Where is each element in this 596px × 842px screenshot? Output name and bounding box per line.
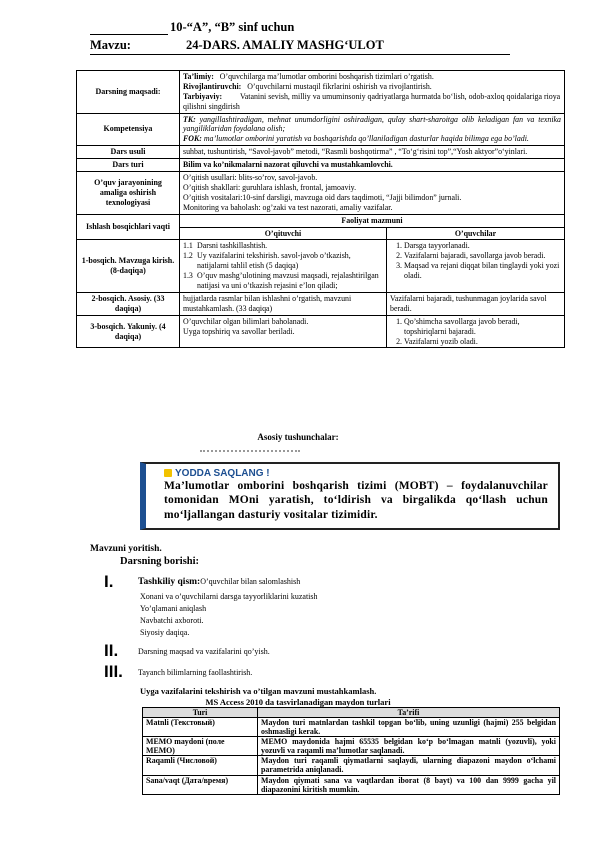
blank-line <box>90 24 168 35</box>
list-item: O’quv mashg’ulotining mavzusi maqsadi, rejalashtirilgan natijasi va uni o’tkazish rejasini e’lon qiladi; <box>197 271 379 290</box>
fok-label: FOK: <box>183 134 202 144</box>
lesson-plan-table <box>76 70 565 348</box>
table-row <box>77 159 565 172</box>
table-row <box>77 315 565 348</box>
section-1 <box>104 572 300 592</box>
stage3-student <box>387 315 565 348</box>
table-row <box>143 775 560 794</box>
item-number: 1.1 <box>183 241 193 251</box>
table-row <box>77 172 565 215</box>
table-row <box>143 756 560 775</box>
stages-label: Ishlash bosqichlari vaqti <box>77 214 180 240</box>
topic-header <box>90 38 510 55</box>
field-type-cell: Matnli (Текстовый) <box>143 718 258 737</box>
process-line: Monitoring va baholash: og’zaki va test nazorati, amaliy vazifalar. <box>183 202 393 212</box>
developmental-label: Rivojlantiruvchi: <box>183 81 242 91</box>
stage1-teacher <box>180 240 387 292</box>
section-2 <box>104 641 270 661</box>
roman-numeral: III. <box>104 662 123 681</box>
list-item: 2. Vazifalarni bajaradi, savollarga javob beradi. <box>404 251 561 261</box>
table-header-row <box>143 708 560 718</box>
stage3-label: 3-bosqich. Yakuniy. (4 daqiqa) <box>77 315 180 348</box>
list-item: Darsni tashkillashtish. <box>197 241 268 251</box>
tk-label: TK: <box>183 114 196 124</box>
field-desc-cell: Maydon turi raqamli qiymatlarni saqlaydi, ularning diapazoni maydon o‘lchami parametrida aniqlanadi. <box>258 756 560 775</box>
student-header: O’quvchilar <box>387 227 565 240</box>
process-line: O’qitish vositalari:10-sinf darsligi, mavzuga oid dars taqdimoti, “Jajji bilimdon” jurnali. <box>183 192 462 202</box>
list-item: 3. Maqsad va rejani diqqat bilan tinglaydi yoki yozi oladi. <box>404 261 561 281</box>
competency-label: Kompetensiya <box>77 113 180 146</box>
table-row <box>77 71 565 114</box>
stage2-label: 2-bosqich. Asosiy. (33 daqiqa) <box>77 292 180 315</box>
homework-heading: Uyga vazifalarini tekshirish va o’tilgan mavzuni mustahkamlash. <box>140 686 377 696</box>
callout-text: Ma’lumotlar omborini boshqarish tizimi (MOBT) – foydalanuvchilar tomonidan MOni yaratish, to‘ldirish va birgalikda qo‘llash uchun mo‘ljallangan dasturiy vositalar tizimidir. <box>164 480 548 521</box>
list-item: 1. Qo’shimcha savollarga javob beradi, topshiriqlarni bajaradi. <box>404 317 561 337</box>
upbringing-text: Vatanini sevish, milliy va umuminsoniy qadriyatlarga hurmatda bo‘lish, odob-axloq qoidalariga rioya qilishni singdirish <box>183 91 561 111</box>
list-item: Navbatchi axboroti. <box>140 616 204 625</box>
callout-title <box>164 468 548 479</box>
table-row <box>143 718 560 737</box>
stage1-label: 1-bosqich. Mavzuga kirish. (8-daqiqa) <box>77 240 180 292</box>
column-header: Ta’rifi <box>258 708 560 718</box>
educational-text: O’quvchilarga ma’lumotlar omborini boshqarish tizimlari o’rgatish. <box>219 72 434 81</box>
developmental-text: O’quvchilarni mustaqil fikrlarini oshirish va rivojlantirish. <box>247 81 432 91</box>
field-desc-cell: MEMO maydonida hajmi 65535 belgidan ko‘p bo‘lmagan matnli (yozuvli), yoki yozuvli va raqamli ma’lumotlar saqlanadi. <box>258 737 560 756</box>
process-label: O’quv jarayonining amaliga oshirish texnologiyasi <box>77 172 180 215</box>
section-3 <box>104 662 252 682</box>
stage2-teacher: hujjatlarda rasmlar bilan ishlashni o’rgatish, mavzuni mustahkamlash. (33 daqiqa) <box>180 292 387 315</box>
type-label: Dars turi <box>77 159 180 172</box>
list-item: Yo’qlamani aniqlash <box>140 604 207 613</box>
goals-label: Darsning maqsadi: <box>77 71 180 114</box>
tk-text: yangillashtiradigan, mehnat unumdorligini oshiradigan, qulay shart-sharoitga olib keladigan fan va texnika yangiliklaridan foydalana olish; <box>183 114 561 134</box>
process-line: O’qitish shakllari: guruhlara ishlash, frontal, jamoaviy. <box>183 183 357 192</box>
field-types-table <box>142 707 560 795</box>
table-row <box>77 113 565 146</box>
activity-header: Faoliyat mazmuni <box>180 214 565 227</box>
method-label: Dars usuli <box>77 146 180 159</box>
competency-cell <box>180 113 565 146</box>
upbringing-label: Tarbiyaviy: <box>183 91 223 101</box>
lesson-course-heading: Darsning borishi: <box>120 556 200 567</box>
remember-callout <box>140 462 560 530</box>
section-text: Darsning maqsad va vazifalarini qo’yish. <box>138 646 270 656</box>
list-item: 2. Vazifalarni yozib oladi. <box>404 337 561 347</box>
field-desc-cell: Maydon qiymati sana va vaqtlardan iborat (8 bayt) va 100 dan 9999 gacha yil diapazonini kiritish mumkin. <box>258 775 560 794</box>
list-item: Uyga topshiriq va savollar beriladi. <box>183 326 295 336</box>
field-type-cell: Raqamli (Числовой) <box>143 756 258 775</box>
stage1-student <box>387 240 565 292</box>
list-item: Siyosiy daqiqa. <box>140 628 190 637</box>
list-item: O’quvchilar olgan bilimlari baholanadi. <box>183 316 309 326</box>
class-header <box>90 20 510 35</box>
stage2-student: Vazifalarni bajaradi, tushunmagan joylarida savol beradi. <box>387 292 565 315</box>
item-number: 1.3 <box>183 271 193 280</box>
section-text: Tayanch bilimlarning faollashtirish. <box>138 667 253 677</box>
list-item: 1. Darsga tayyorlanadi. <box>404 241 561 251</box>
goals-cell <box>180 71 565 114</box>
topic-coverage-heading: Mavzuni yoritish. <box>90 544 162 554</box>
topic-value: 24-DARS. AMALIY MASHG‘ULOT <box>186 38 384 52</box>
process-cell <box>180 172 565 215</box>
field-type-cell: MEMO maydoni (поле MEMO) <box>143 737 258 756</box>
fok-text: ma’lumotlar omborini yaratish va boshqarishda qo’llaniladigan dasturlar haqida bilimga ega bo’ladi. <box>203 134 529 144</box>
column-header: Turi <box>143 708 258 718</box>
topic-label: Mavzu: <box>90 38 131 52</box>
roman-numeral: II. <box>104 641 119 660</box>
table-row <box>77 240 565 292</box>
key-concepts-heading: Asosiy tushunchalar: <box>257 432 339 442</box>
process-line: O’qitish usullari: blits-so’rov, savol-javob. <box>183 173 318 183</box>
method-text: suhbat, tushuntirish, “Savol-javob” metodi, “Rasmli boshqotirma” , “To‘g‘risini top”,“Yosh aktyor”o‘yinlari. <box>180 146 565 159</box>
type-text: Bilim va ko’nikmalarni nazorat qiluvchi va mustahkamlovchi. <box>180 159 565 172</box>
section-text: O’quvchilar bilan salomlashish <box>200 577 301 586</box>
field-types-title: MS Access 2010 da tasvirlanadigan maydon turlari <box>205 697 391 707</box>
list-item: Xonani va o’quvchilarni darsga tayyorliklarini kuzatish <box>140 592 318 601</box>
note-icon <box>164 469 172 477</box>
stage3-teacher <box>180 315 387 348</box>
roman-numeral: I. <box>104 572 114 591</box>
callout-title-text: YODDA SAQLANG ! <box>175 468 270 479</box>
field-desc-cell: Maydon turi matnlardan tashkil topgan bo‘lib, uning uzunligi (hajmi) 255 belgidan oshmasligi kerak. <box>258 718 560 737</box>
table-row <box>143 737 560 756</box>
class-label: 10-“A”, “B” sinf uchun <box>170 20 295 34</box>
table-row <box>77 146 565 159</box>
educational-label: Ta’limiy: <box>183 72 214 81</box>
decorative-divider <box>200 450 300 456</box>
table-row <box>77 292 565 315</box>
field-type-cell: Sana/vaqt (Дата/время) <box>143 775 258 794</box>
teacher-header: O’qituvchi <box>180 227 387 240</box>
list-item: Uy vazifalarini tekshirish. savol-javob o’tkazish, natijalarni tahlil etish (5 daqiqa) <box>197 251 351 271</box>
section-label: Tashkiliy qism: <box>138 577 201 587</box>
item-number: 1.2 <box>183 251 193 261</box>
table-row <box>77 214 565 227</box>
